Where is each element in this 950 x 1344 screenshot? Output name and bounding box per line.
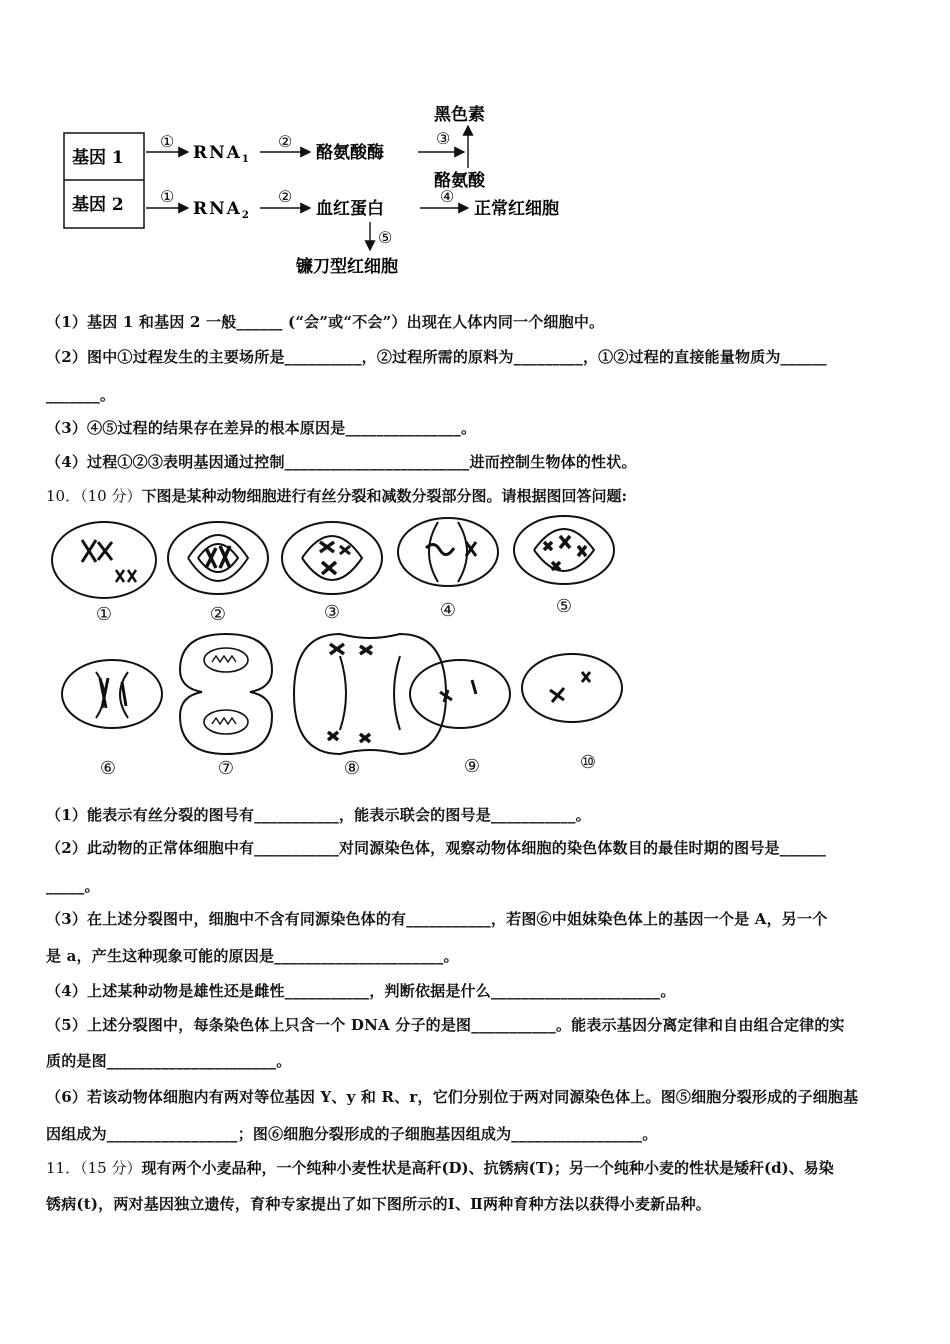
cell-3 — [282, 522, 382, 594]
tyrosinase-label: 酪氨酸酶 — [316, 143, 384, 163]
cell-2 — [168, 522, 268, 594]
cell-6 — [62, 660, 162, 728]
cell-label-7: ⑦ — [217, 758, 235, 779]
q10-part5: （5）上述分裂图中，每条染色体上只含一个 DNA 分子的是图___________。能表示基因分离定律和自由组合定律的实 — [46, 1016, 845, 1034]
gene-expression-diagram — [60, 100, 620, 280]
q10-part3-cont: 是 a，产生这种现象可能的原因是______________________。 — [46, 947, 459, 965]
tyrosine-label: 酪氨酸 — [434, 171, 485, 191]
normal-rbc-label: 正常红细胞 — [474, 199, 559, 219]
cell-label-8: ⑧ — [343, 758, 361, 779]
q10-score: （10 分） — [80, 487, 142, 505]
step2-marker: ② — [278, 132, 293, 151]
hemoglobin-label: 血红蛋白 — [316, 199, 384, 219]
cell-label-6: ⑥ — [99, 758, 117, 779]
q10-part6-cont: 因组成为_________________；图⑥细胞分裂形成的子细胞基因组成为_________________。 — [46, 1125, 658, 1143]
q10-intro: 下图是某种动物细胞进行有丝分裂和减数分裂部分图。请根据图回答问题: — [141, 487, 627, 505]
q10-header — [46, 485, 627, 506]
q10-part6: （6）若该动物体细胞内有两对等位基因 Y、y 和 R、r，它们分别位于两对同源染色体上。图⑤细胞分裂形成的子细胞基 — [46, 1088, 859, 1106]
q11-intro: 现有两个小麦品种，一个纯种小麦性状是高秆(D)、抗锈病(T)；另一个纯种小麦的性状是矮秆(d)、易染 — [141, 1159, 834, 1177]
cell-label-5: ⑤ — [555, 596, 573, 617]
cell-label-3: ③ — [323, 602, 341, 623]
q9-part1: （1）基因 1 和基因 2 一般______ (“会”或“不会”）出现在人体内同一个细胞中。 — [46, 313, 605, 331]
cell-1 — [52, 522, 156, 598]
q10-part4: （4）上述某种动物是雄性还是雌性___________，判断依据是什么______________________。 — [46, 982, 676, 1000]
q9-part3: （3）④⑤过程的结果存在差异的根本原因是_______________。 — [46, 419, 477, 437]
step4-marker: ④ — [440, 187, 455, 206]
q10-part2: （2）此动物的正常体细胞中有___________对同源染色体，观察动物体细胞的染色体数目的最佳时期的图号是______ — [46, 839, 826, 857]
rna2-label: $RNA_2$ — [193, 199, 251, 221]
cell-label-4: ④ — [439, 600, 457, 621]
q10-number: 10． — [46, 487, 81, 505]
cell-label-1: ① — [95, 604, 113, 625]
step1-marker: ① — [160, 187, 175, 206]
q11-header — [46, 1157, 834, 1178]
cell-10 — [522, 654, 622, 722]
q11-number: 11． — [46, 1159, 81, 1177]
cell-label-2: ② — [209, 604, 227, 625]
q9-part4: （4）过程①②③表明基因通过控制________________________进而控制生物体的性状。 — [46, 453, 637, 471]
q10-part1: （1）能表示有丝分裂的图号有___________，能表示联会的图号是___________。 — [46, 806, 591, 824]
step1-marker: ① — [160, 132, 175, 151]
q11-score: （15 分） — [80, 1159, 142, 1177]
cell-label-9: ⑨ — [463, 756, 481, 777]
step2-marker: ② — [278, 187, 293, 206]
step5-marker: ⑤ — [378, 228, 393, 247]
cell-9 — [410, 660, 510, 728]
cell-8 — [294, 634, 446, 754]
sickle-rbc-label: 镰刀型红细胞 — [296, 257, 398, 277]
q9-part2: （2）图中①过程发生的主要场所是__________，②过程所需的原料为_________，①②过程的直接能量物质为______ — [46, 348, 827, 366]
cell-5 — [514, 516, 614, 584]
rna1-label: $RNA_1$ — [193, 143, 251, 165]
gene1-label: 基因 1 — [72, 148, 124, 168]
q10-part2-cont: _____。 — [46, 877, 100, 895]
q10-part5-cont: 质的是图______________________。 — [46, 1052, 292, 1070]
gene2-label: 基因 2 — [72, 195, 124, 215]
cell-4 — [398, 518, 498, 586]
q9-part2-cont: _______。 — [46, 386, 116, 404]
cell-label-10: ⑩ — [579, 752, 597, 773]
cell-7 — [180, 634, 272, 754]
q11-intro-cont: 锈病(t)，两对基因独立遗传，育种专家提出了如下图所示的Ⅰ、Ⅱ两种育种方法以获得小麦新品种。 — [46, 1195, 711, 1213]
q10-part3: （3）在上述分裂图中，细胞中不含有同源染色体的有___________，若图⑥中姐妹染色体上的基因一个是 A，另一个 — [46, 910, 828, 928]
cell-division-figure — [40, 512, 640, 780]
melanin-label: 黑色素 — [434, 105, 485, 125]
step3-marker: ③ — [436, 129, 451, 148]
